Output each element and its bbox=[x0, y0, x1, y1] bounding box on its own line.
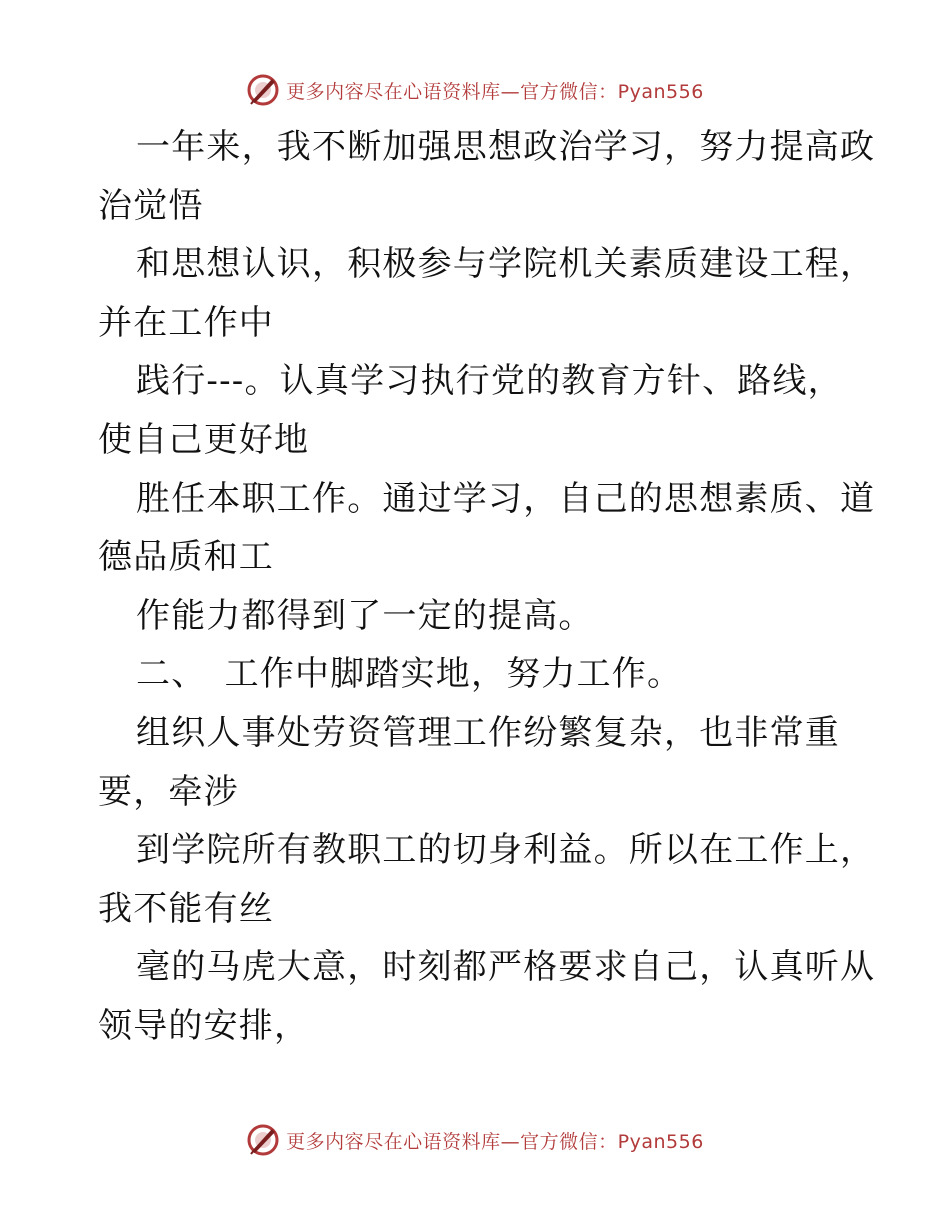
text-line: 组织人事处劳资管理工作纷繁复杂，也非常重 bbox=[136, 712, 840, 753]
document-body bbox=[98, 118, 876, 1056]
text-line: 践行---。认真学习执行党的教育方针、路线， bbox=[136, 361, 843, 402]
text-line: 我不能有丝 bbox=[98, 888, 274, 929]
text-line: 治觉悟 bbox=[98, 185, 204, 226]
text-line: 并在工作中 bbox=[98, 302, 274, 343]
text-line: 胜任本职工作。通过学习，自己的思想素质、道 bbox=[136, 478, 876, 519]
quill-logo-icon bbox=[246, 73, 280, 107]
text-line: 德品质和工 bbox=[98, 537, 274, 578]
banner-text: 更多内容尽在心语资料库—官方微信：Pyan556 bbox=[286, 1130, 704, 1153]
text-line: 毫的马虎大意，时刻都严格要求自己，认真听从 bbox=[136, 947, 876, 988]
header-banner bbox=[0, 70, 950, 110]
text-line: 使自己更好地 bbox=[98, 419, 310, 460]
text-line: 和思想认识，积极参与学院机关素质建设工程， bbox=[136, 244, 876, 285]
text-line: 要，牵涉 bbox=[98, 771, 239, 812]
text-line: 到学院所有教职工的切身利益。所以在工作上， bbox=[136, 830, 876, 871]
text-line: 作能力都得到了一定的提高。 bbox=[136, 595, 594, 636]
text-line: 二、 工作中脚踏实地，努力工作。 bbox=[136, 654, 683, 695]
text-line: 一年来，我不断加强思想政治学习，努力提高政 bbox=[136, 127, 876, 167]
banner-text: 更多内容尽在心语资料库—官方微信：Pyan556 bbox=[286, 80, 704, 103]
text-line: 领导的安排， bbox=[98, 1005, 310, 1046]
footer-banner bbox=[0, 1120, 950, 1160]
quill-logo-icon bbox=[246, 1123, 280, 1157]
